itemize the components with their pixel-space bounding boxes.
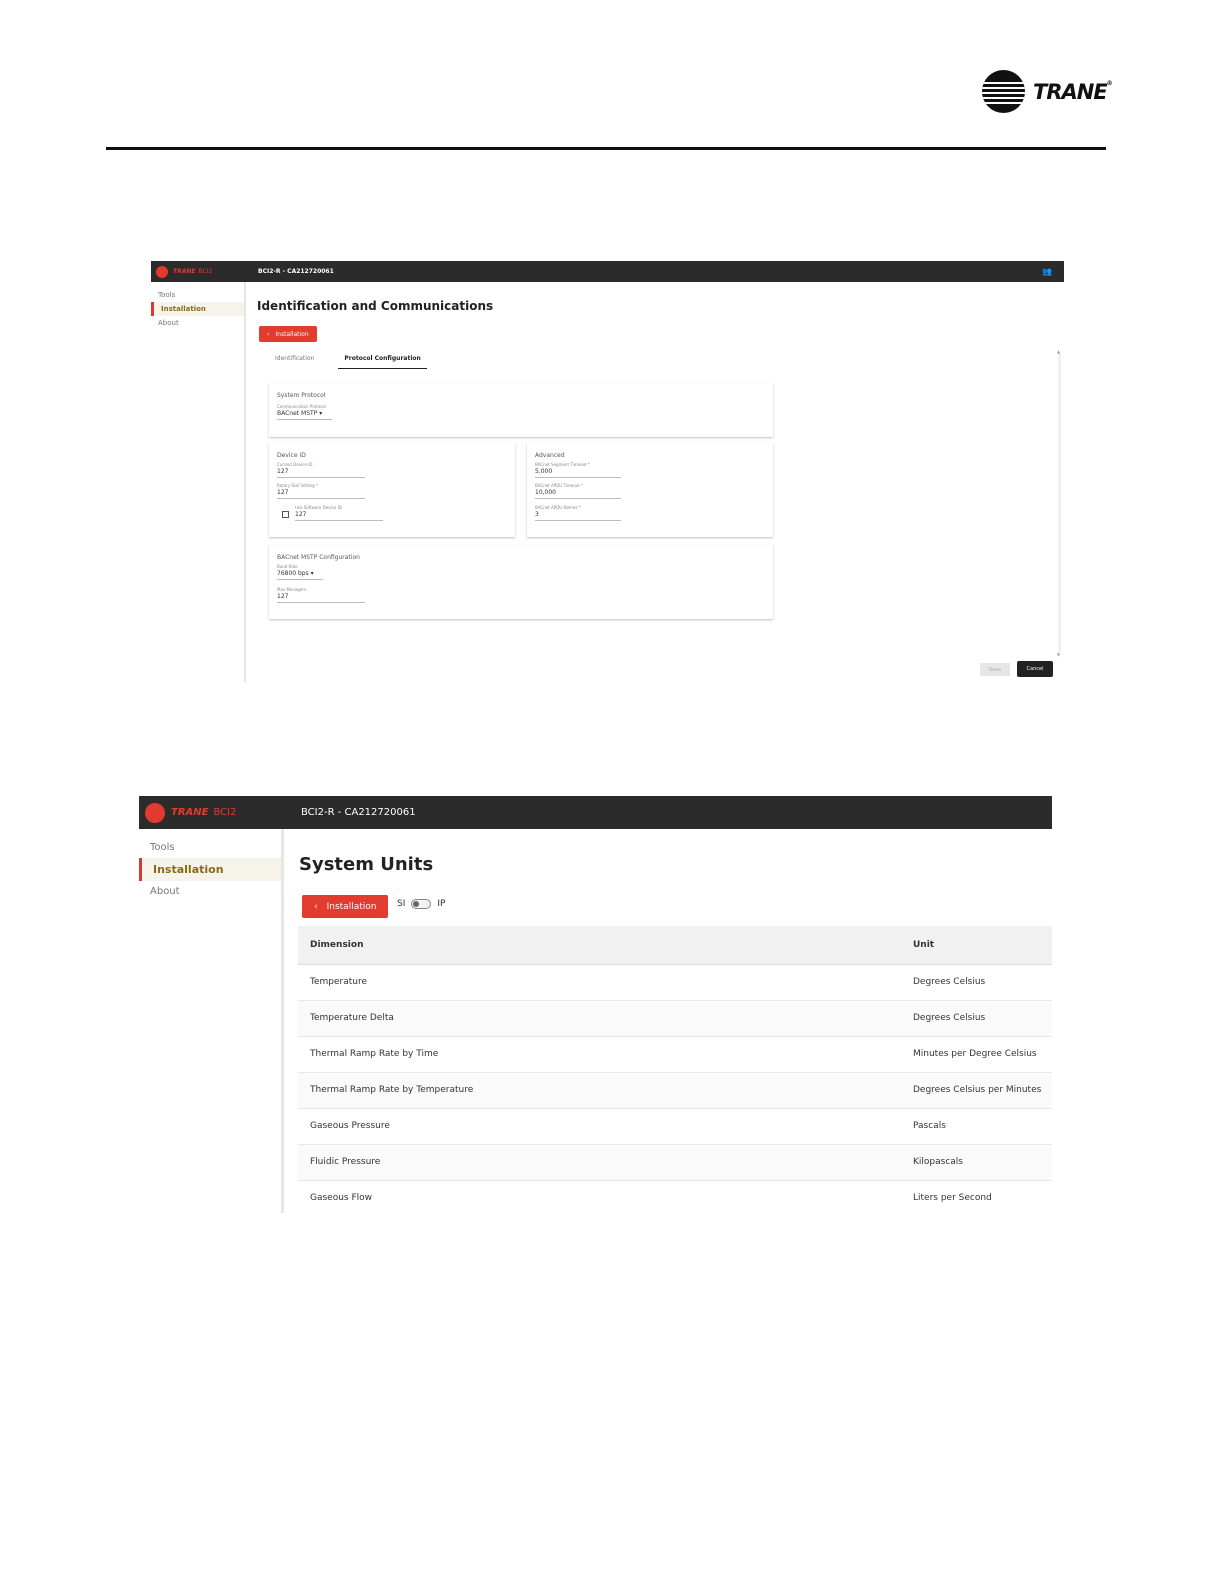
field-label: Current Device ID xyxy=(277,462,313,467)
unit-cell: Pascals xyxy=(901,1108,1052,1144)
unit-cell: Degrees Celsius per Minutes xyxy=(901,1072,1052,1108)
field-label: BACnet APDU Retries * xyxy=(535,505,581,510)
advanced-card xyxy=(527,443,773,537)
dimension-cell: Thermal Ramp Rate by Time xyxy=(298,1036,901,1072)
column-header-unit[interactable]: Unit xyxy=(901,926,1052,964)
system-protocol-card xyxy=(269,383,773,437)
unit-cell: Degrees Celsius xyxy=(901,964,1052,1000)
field-label: BACnet Segment Timeout * xyxy=(535,462,590,467)
field-value: 127 xyxy=(277,489,365,499)
app-topbar xyxy=(139,796,1052,829)
field-label: Use Software Device ID xyxy=(295,505,342,510)
device-id-card xyxy=(269,443,515,537)
field-value: 127 xyxy=(277,468,365,478)
current-device-id-field[interactable] xyxy=(277,462,365,478)
trane-logo-icon xyxy=(145,803,165,823)
tab-protocol-configuration[interactable]: Protocol Configuration xyxy=(338,353,426,369)
trane-logo xyxy=(982,70,1112,113)
si-label: SI xyxy=(397,899,406,909)
device-title: BCI2-R - CA212720061 xyxy=(258,268,334,275)
device-title: BCI2-R - CA212720061 xyxy=(301,807,416,818)
table-row[interactable] xyxy=(298,1180,1052,1213)
sidebar-item-about[interactable]: About xyxy=(150,886,180,897)
chevron-left-icon: ‹ xyxy=(267,330,270,338)
product-name: BCI2 xyxy=(198,268,213,275)
dimension-cell: Gaseous Pressure xyxy=(298,1108,901,1144)
back-button-label: Installation xyxy=(326,901,377,912)
system-units-table xyxy=(298,926,1052,1213)
field-value: BACnet MSTP ▾ xyxy=(277,410,332,420)
sidebar xyxy=(151,282,246,682)
page-title: System Units xyxy=(299,854,434,875)
bacnet-mstp-configuration-card xyxy=(269,545,773,619)
field-label: Rotary Dial Setting * xyxy=(277,483,318,488)
unit-toggle-switch[interactable] xyxy=(411,899,431,909)
dimension-cell: Fluidic Pressure xyxy=(298,1144,901,1180)
save-button[interactable]: Save xyxy=(980,663,1010,676)
field-value: 127 xyxy=(277,593,365,603)
table-row[interactable] xyxy=(298,1036,1052,1072)
sidebar-item-tools[interactable]: Tools xyxy=(158,291,176,299)
sidebar-item-installation[interactable]: Installation xyxy=(139,858,281,881)
sidebar-item-tools[interactable]: Tools xyxy=(150,842,175,853)
unit-cell: Degrees Celsius xyxy=(901,1000,1052,1036)
app-logo[interactable] xyxy=(151,266,258,278)
card-heading: Advanced xyxy=(535,452,565,459)
dimension-cell: Temperature Delta xyxy=(298,1000,901,1036)
users-icon[interactable]: 👥 xyxy=(1042,267,1052,276)
unit-cell: Kilopascals xyxy=(901,1144,1052,1180)
table-row[interactable] xyxy=(298,964,1052,1000)
back-to-installation-button[interactable] xyxy=(259,326,317,342)
dimension-cell: Thermal Ramp Rate by Temperature xyxy=(298,1072,901,1108)
field-label: Communication Protocol xyxy=(277,404,326,409)
table-row[interactable] xyxy=(298,1072,1052,1108)
vertical-scrollbar[interactable] xyxy=(1058,353,1061,653)
field-label: Baud Rate xyxy=(277,564,298,569)
communication-protocol-select[interactable] xyxy=(277,404,332,420)
unit-cell: Liters per Second xyxy=(901,1180,1052,1213)
table-row[interactable] xyxy=(298,1000,1052,1036)
logo-text: TRANE xyxy=(173,268,196,275)
table-row[interactable] xyxy=(298,1144,1052,1180)
field-label: BACnet APDU Timeout * xyxy=(535,483,584,488)
apdu-timeout-field[interactable] xyxy=(535,483,621,499)
sidebar-item-about[interactable]: About xyxy=(158,319,179,327)
tab-bar xyxy=(269,353,427,369)
product-name: BCI2 xyxy=(213,807,237,818)
field-label: Max Managers xyxy=(277,587,307,592)
field-value: 127 xyxy=(295,511,383,521)
sidebar xyxy=(139,829,284,1213)
card-heading: Device ID xyxy=(277,452,306,459)
logo-text: TRANE xyxy=(171,807,209,818)
unit-system-toggle[interactable] xyxy=(397,899,445,909)
dimension-cell: Temperature xyxy=(298,964,901,1000)
sidebar-item-installation[interactable]: Installation xyxy=(151,302,244,316)
app-logo[interactable] xyxy=(139,803,301,823)
field-value: 5,000 xyxy=(535,468,621,478)
software-device-id-field[interactable] xyxy=(295,505,383,521)
max-managers-field[interactable] xyxy=(277,587,365,603)
screenshot-system-units xyxy=(139,796,1052,1213)
back-button-label: Installation xyxy=(275,330,309,338)
page-title: Identification and Communications xyxy=(257,299,494,313)
unit-cell: Minutes per Degree Celsius xyxy=(901,1036,1052,1072)
field-value: 3 xyxy=(535,511,621,521)
header-rule xyxy=(106,147,1106,150)
use-software-device-id-checkbox[interactable] xyxy=(282,511,289,518)
tab-identification[interactable]: Identification xyxy=(275,355,315,362)
segment-timeout-field[interactable] xyxy=(535,462,621,478)
card-heading: BACnet MSTP Configuration xyxy=(277,554,360,561)
cancel-button[interactable]: Cancel xyxy=(1017,661,1053,677)
table-row[interactable] xyxy=(298,1108,1052,1144)
table-header-row xyxy=(298,926,1052,964)
trane-globe-icon xyxy=(982,70,1025,113)
field-value: 10,000 xyxy=(535,489,621,499)
column-header-dimension[interactable]: Dimension xyxy=(298,926,901,964)
app-topbar xyxy=(151,261,1064,282)
rotary-dial-setting-field[interactable] xyxy=(277,483,365,499)
dimension-cell: Gaseous Flow xyxy=(298,1180,901,1213)
chevron-left-icon: ‹ xyxy=(314,901,318,912)
trane-logo-icon xyxy=(156,266,168,278)
screenshot-identification-communications xyxy=(151,261,1064,682)
baud-rate-select[interactable] xyxy=(277,564,323,580)
card-heading: System Protocol xyxy=(277,392,326,399)
trane-wordmark: TRANE® xyxy=(1033,79,1112,104)
back-to-installation-button[interactable] xyxy=(302,895,388,918)
field-value: 76800 bps ▾ xyxy=(277,570,323,580)
apdu-retries-field[interactable] xyxy=(535,505,621,521)
ip-label: IP xyxy=(437,899,446,909)
